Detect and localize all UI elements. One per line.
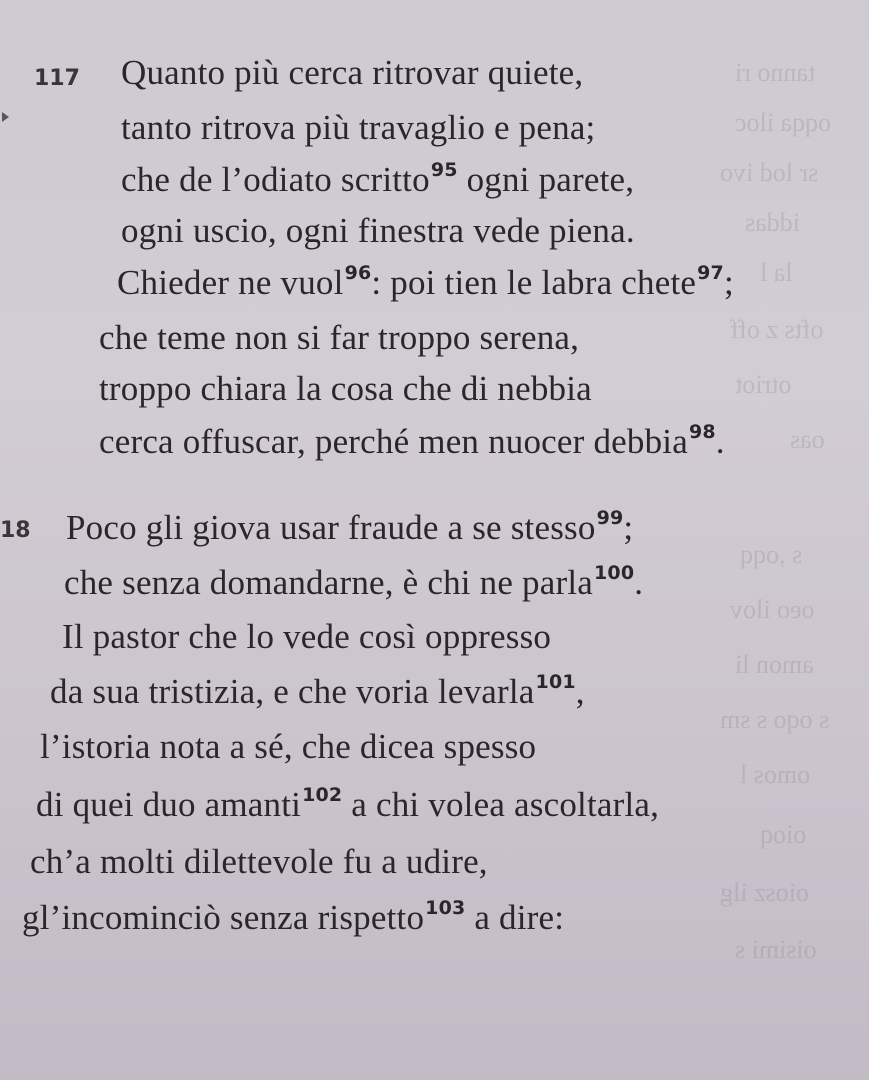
footnote-marker: 100 [594, 562, 635, 584]
verse-line: che senza domandarne, è chi ne parla$^{100}$. [64, 562, 644, 602]
verse-line: troppo chiara la cosa che di nebbia [99, 369, 592, 408]
verse-line: cerca offuscar, perché men nuocer debbia$^{98}$. [99, 421, 725, 461]
footnote-marker: 103 [425, 897, 466, 919]
stanza-number-118: 18 [0, 518, 31, 543]
verse-line: l’istoria nota a sé, che dicea spesso [40, 727, 537, 766]
footnote-marker: 101 [535, 671, 576, 693]
verse-line: gl’incominciò senza rispetto$^{103}$ a dire: [22, 897, 565, 937]
footnote-marker: 96 [344, 262, 372, 284]
verse-line: ogni uscio, ogni finestra vede piena. [121, 211, 635, 250]
stanza-number-117: 117 [34, 66, 80, 91]
margin-arrow-icon [2, 112, 9, 122]
verse-line: che de l’odiato scritto$^{95}$ ogni parete, [121, 159, 635, 199]
verse-line: Poco gli giova usar fraude a se stesso$^{99}$; [66, 507, 634, 547]
verse-line: Il pastor che lo vede così oppresso [62, 617, 552, 656]
show-through-text: tanno ri oqqa iloc sr lod ivo iddas la l ofts z off otriot oas s ,oqq oeo ilov amon li s oqo s sm omos l oioq oiosz ilg oisimi s [720, 58, 832, 964]
verse-line: ch’a molti dilettevole fu a udire, [30, 842, 488, 881]
footnote-marker: 97 [697, 262, 724, 284]
footnote-marker: 99 [596, 507, 624, 529]
verse-line: tanto ritrova più travaglio e pena; [121, 108, 596, 147]
verse-line: che teme non si far troppo serena, [99, 318, 580, 357]
verse-line: Chieder ne vuol$^{96}$: poi tien le labra chete$^{97}$; [117, 262, 734, 302]
verse-line: di quei duo amanti$^{102}$ a chi volea ascoltarla, [36, 784, 660, 824]
verse-line: da sua tristizia, e che voria levarla$^{101}$, [50, 671, 585, 711]
verse-line: Quanto più cerca ritrovar quiete, [121, 53, 584, 92]
footnote-marker: 95 [430, 159, 458, 181]
footnote-marker: 98 [688, 421, 716, 443]
footnote-marker: 102 [302, 784, 343, 806]
